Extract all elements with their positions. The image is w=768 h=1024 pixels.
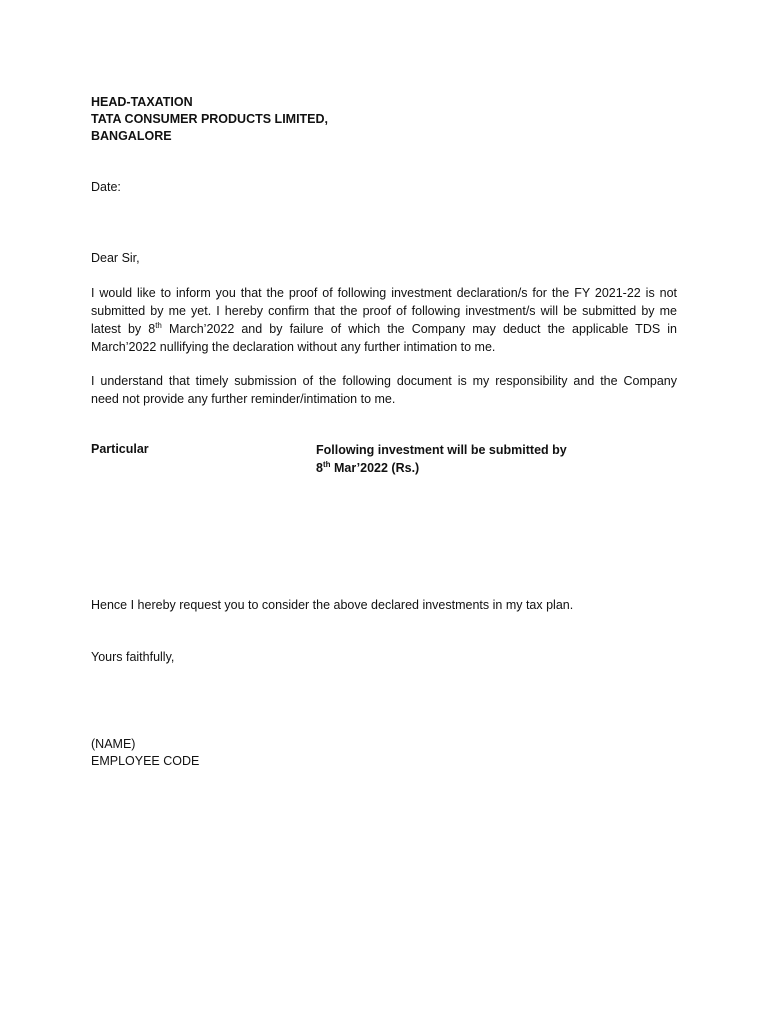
employee-code: EMPLOYEE CODE <box>91 754 200 768</box>
paragraph-declaration <box>91 284 677 356</box>
paragraph1-line1: I would like to inform you that the proof of following investment declaration/s for the FY 2021-22 is not <box>91 286 677 300</box>
paragraph1-line3-post: March’2022 and by failure of which the Company may deduct the applicable TDS in <box>161 322 677 336</box>
column-header-investment <box>316 441 567 477</box>
paragraph1-line2: submitted by me yet. I hereby confirm that the proof of following investment/s will be submitted by me <box>91 304 677 318</box>
paragraph1-line4: March’2022 nullifying the declaration without any further intimation to me. <box>91 340 496 354</box>
sign-off: Yours faithfully, <box>91 650 175 664</box>
paragraph1-line3 <box>91 320 677 338</box>
recipient-title: HEAD-TAXATION <box>91 95 193 109</box>
date-label: Date: <box>91 180 121 194</box>
recipient-city: BANGALORE <box>91 129 172 143</box>
column-header-investment-line2 <box>316 459 567 477</box>
name-placeholder: (NAME) <box>91 737 136 751</box>
paragraph2-line1: I understand that timely submission of the following document is my responsibility and the Company <box>91 374 677 388</box>
investment-line2-pre: 8 <box>316 461 323 475</box>
closing-request: Hence I hereby request you to consider the above declared investments in my tax plan. <box>91 598 574 612</box>
recipient-company: TATA CONSUMER PRODUCTS LIMITED, <box>91 112 329 126</box>
column-header-particular: Particular <box>91 442 149 456</box>
paragraph2-line2: need not provide any further reminder/intimation to me. <box>91 392 396 406</box>
investment-line2-post: Mar’2022 (Rs.) <box>330 461 420 475</box>
salutation: Dear Sir, <box>91 251 140 265</box>
column-header-investment-line1: Following investment will be submitted by <box>316 443 567 457</box>
paragraph-responsibility <box>91 372 677 408</box>
paragraph1-line3-pre: latest by 8 <box>91 322 156 336</box>
investment-line2-sup: th <box>322 459 331 469</box>
paragraph1-line3-sup: th <box>155 320 162 330</box>
